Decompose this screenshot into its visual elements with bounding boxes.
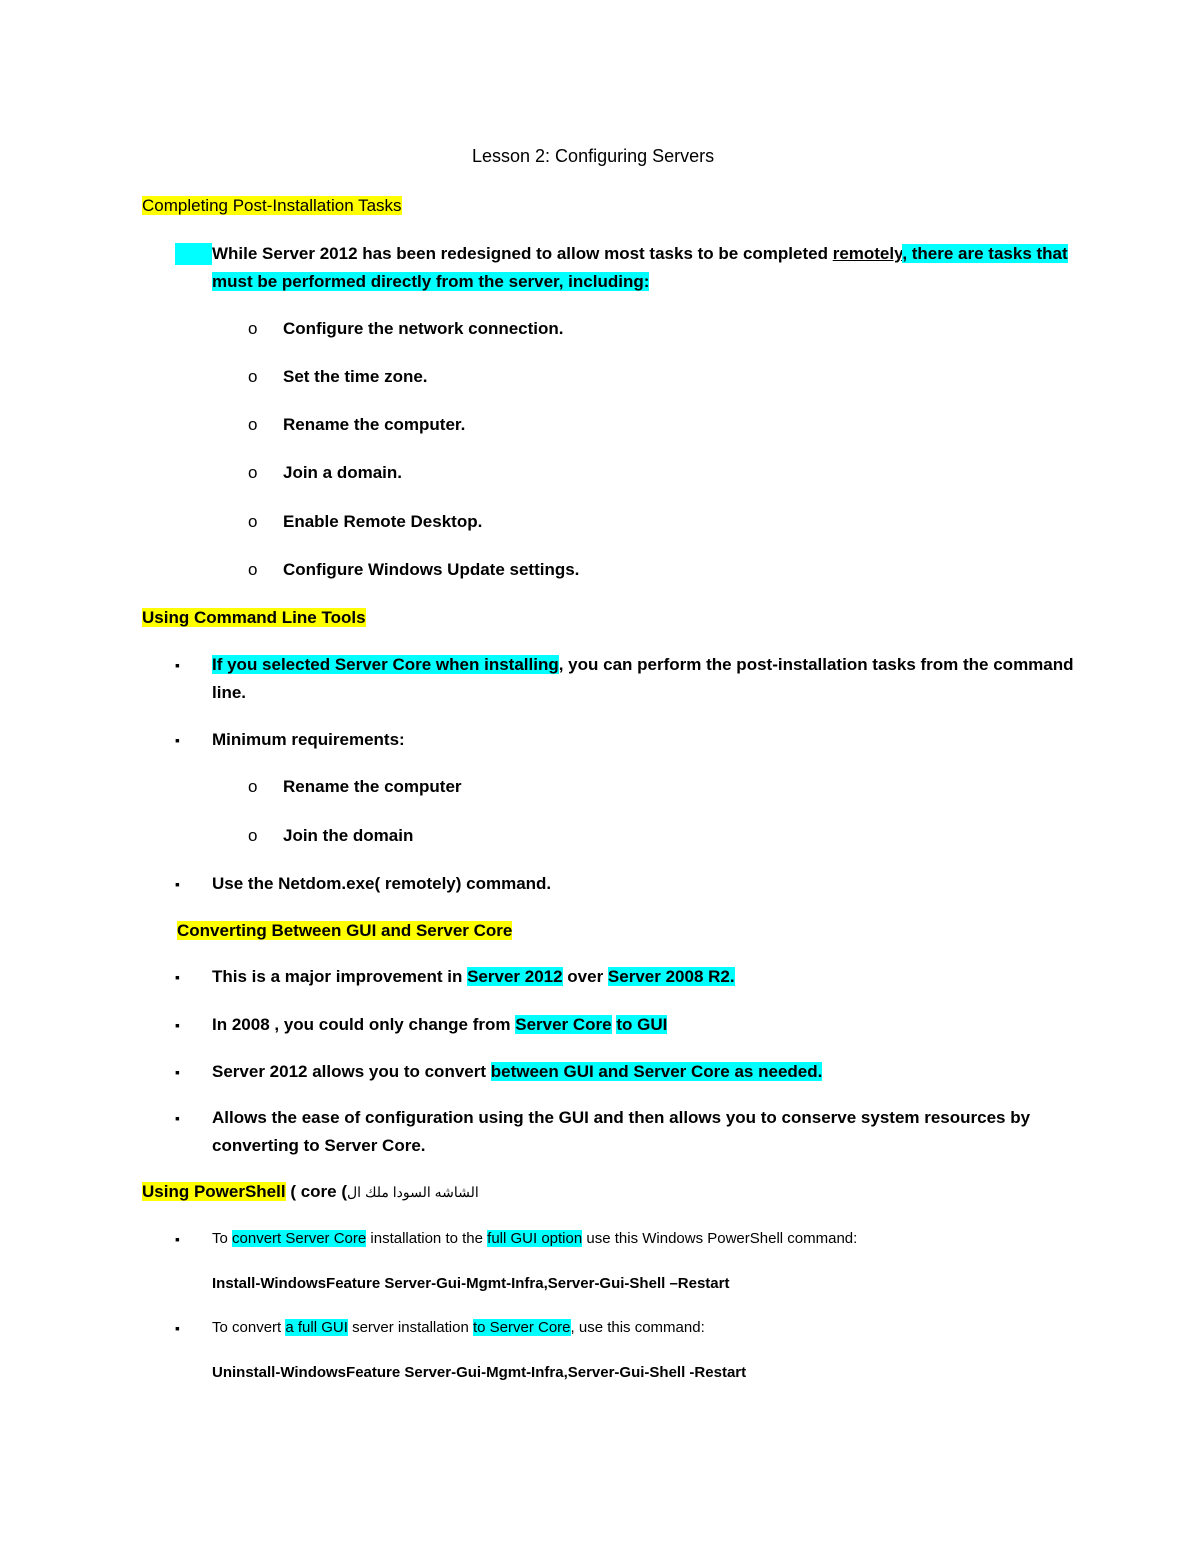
sub-bullet-marker: o — [248, 512, 258, 531]
highlighted-text: If you selected Server Core when installing — [212, 655, 559, 674]
highlighted-text: must be performed directly from the server, including: — [212, 272, 650, 291]
highlight-spacer — [175, 243, 212, 265]
highlighted-text: , there are tasks that — [902, 244, 1068, 263]
text: In 2008 , you could only change from — [212, 1015, 516, 1034]
text: over — [562, 967, 608, 986]
heading-text: Using PowerShell — [142, 1182, 286, 1201]
text: server installation — [347, 1319, 473, 1336]
powershell-core-bullet — [212, 1317, 705, 1339]
text: , you can perform the post-installation tasks from the command — [558, 655, 1074, 674]
list-item: Join the domain — [283, 826, 414, 845]
ease-bullet-line2: converting to Server Core. — [212, 1136, 426, 1155]
highlighted-text: to GUI — [616, 1015, 668, 1034]
sub-bullet-marker: o — [248, 319, 258, 338]
highlighted-text: full GUI option — [487, 1230, 583, 1247]
uninstall-command: Uninstall-WindowsFeature Server-Gui-Mgmt-Infra,Server-Gui-Shell -Restart — [212, 1364, 747, 1381]
page-title: Lesson 2: Configuring Servers — [472, 146, 715, 166]
list-item: Rename the computer — [283, 777, 462, 796]
bullet-marker: ▪ — [175, 657, 180, 673]
section-heading-command-line — [142, 607, 366, 629]
list-item: Enable Remote Desktop. — [283, 512, 483, 531]
highlighted-text: a full GUI — [285, 1319, 348, 1336]
bullet-marker: ▪ — [175, 1017, 180, 1033]
improvement-bullet — [212, 966, 735, 988]
list-item: Rename the computer. — [283, 415, 466, 434]
highlighted-text: Server 2012 — [467, 967, 563, 986]
sub-bullet-marker: o — [248, 367, 258, 386]
heading-text: Converting Between GUI and Server Core — [177, 921, 513, 940]
post-install-bullet-line1 — [212, 243, 1068, 265]
bullet-marker: ▪ — [175, 1110, 180, 1126]
text: use this Windows PowerShell command: — [582, 1230, 858, 1247]
sub-bullet-marker: o — [248, 826, 258, 845]
list-item: Configure the network connection. — [283, 319, 564, 338]
sub-bullet-marker: o — [248, 560, 258, 579]
highlighted-text: to Server Core — [472, 1319, 571, 1336]
bullet-marker: ▪ — [175, 969, 180, 985]
server-core-bullet-line2: line. — [212, 683, 247, 702]
bullet-marker: ▪ — [175, 1320, 180, 1336]
sub-bullet-marker: o — [248, 415, 258, 434]
text: While Server 2012 has been redesigned to allow most tasks to be completed — [212, 244, 833, 263]
text: Server 2012 allows you to convert — [212, 1062, 491, 1081]
server-core-bullet-line1 — [212, 654, 1074, 676]
ease-bullet-line1: Allows the ease of configuration using the GUI and then allows you to conserve system resources by — [212, 1108, 1031, 1127]
powershell-gui-bullet — [212, 1228, 857, 1250]
convert-bullet — [212, 1061, 822, 1083]
post-install-bullet-line2 — [212, 271, 649, 293]
section-heading-converting — [177, 920, 512, 942]
bullet-marker: ▪ — [175, 876, 180, 892]
install-command: Install-WindowsFeature Server-Gui-Mgmt-Infra,Server-Gui-Shell –Restart — [212, 1275, 730, 1292]
text: This is a major improvement in — [212, 967, 468, 986]
section-heading-powershell — [142, 1181, 479, 1203]
netdom-bullet: Use the Netdom.exe( remotely) command. — [212, 874, 552, 893]
section-heading-post-install — [142, 195, 402, 217]
sub-bullet-marker: o — [248, 463, 258, 482]
highlighted-text: Server 2008 R2. — [607, 967, 735, 986]
list-item: Set the time zone. — [283, 367, 428, 386]
arabic-note: الشاشه السودا ملك ال — [347, 1184, 479, 1200]
2008-bullet — [212, 1014, 667, 1036]
text: To convert — [212, 1319, 286, 1336]
text: ( core ( — [285, 1182, 347, 1201]
minimum-requirements: Minimum requirements: — [212, 730, 405, 749]
text: To — [212, 1230, 233, 1247]
list-item: Join a domain. — [283, 463, 403, 482]
underlined-text: remotely — [832, 244, 903, 263]
heading-text: Using Command Line Tools — [142, 608, 366, 627]
text: , use this command: — [570, 1319, 705, 1336]
heading-text: Completing Post-Installation Tasks — [142, 196, 402, 215]
bullet-marker: ▪ — [175, 1064, 180, 1080]
text: installation to the — [366, 1230, 488, 1247]
list-item: Configure Windows Update settings. — [283, 560, 580, 579]
highlighted-text: Server Core — [515, 1015, 612, 1034]
highlighted-text: between GUI and Server Core as needed. — [490, 1062, 823, 1081]
bullet-marker: ▪ — [175, 1231, 180, 1247]
bullet-marker: ▪ — [175, 732, 180, 748]
sub-bullet-marker: o — [248, 777, 258, 796]
highlighted-text: convert Server Core — [232, 1230, 367, 1247]
